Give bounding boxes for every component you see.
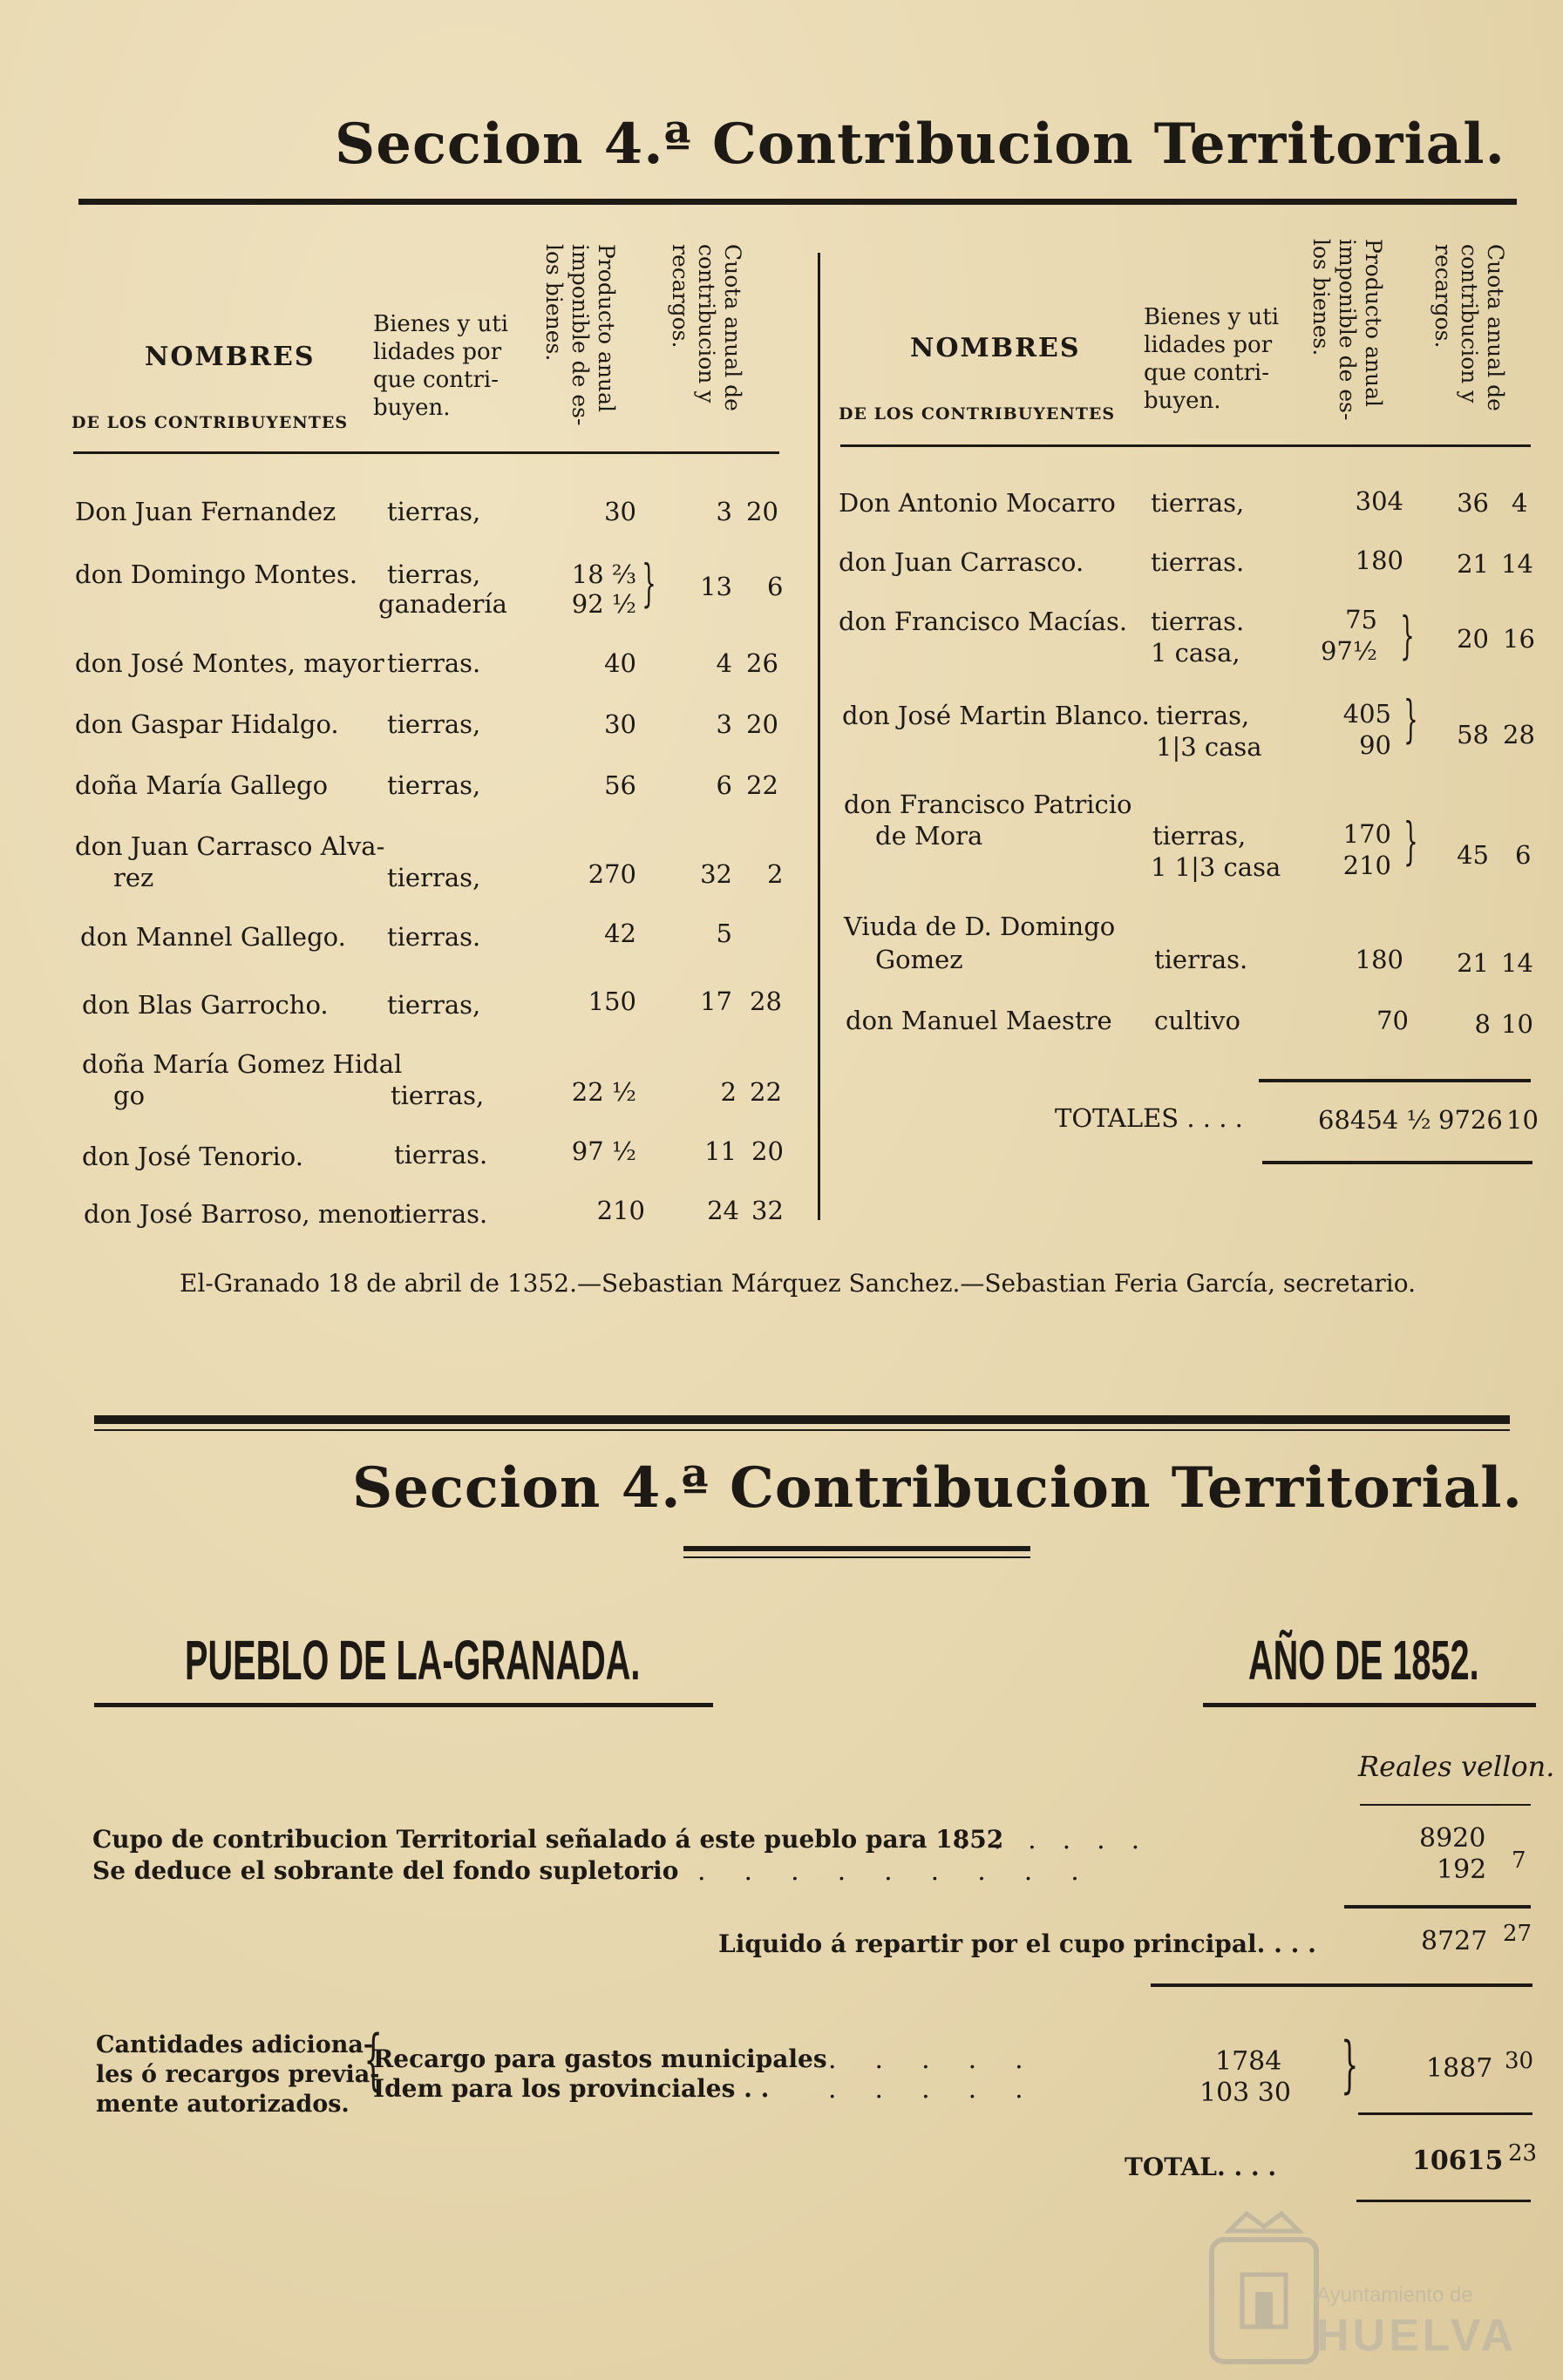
total-rule [1356,2200,1531,2202]
cuota-mrs: 32 [751,1196,784,1225]
bienes-cell: tierras, [387,497,481,526]
totals-rule-bottom [1262,1161,1532,1164]
producto-header-right: Producto anual imponible de es- los bienes. [1308,239,1386,421]
producto-cell: 42 [604,919,636,948]
producto-header: Producto anual imponible de es- los bienes. [541,244,619,426]
cuota-reales: 2 [720,1077,737,1107]
cuota-mrs: 14 [1501,948,1533,978]
coat-of-arms-icon [1203,2205,1325,2370]
cuota-mrs: 28 [750,987,782,1016]
bienes-cell: tierras, [387,990,481,1020]
recargos-mrs: 30 [1505,2048,1534,2074]
table-row: don Gaspar Hidalgo. [75,709,339,739]
names-header-sub: DE LOS CONTRIBUYENTES [71,413,349,432]
bienes-cell: tierras, [1152,821,1247,851]
producto-cell: 56 [604,770,636,800]
producto-cell: 304 [1355,486,1403,516]
table-row: Don Antonio Mocarro [839,488,1116,518]
cuota-reales: 21 [1457,948,1489,978]
section-divider [94,1415,1510,1424]
section-divider-thin [94,1429,1510,1431]
brace-icon: } [642,553,656,613]
liquido-reales: 8727 [1421,1926,1488,1956]
deduce-mrs: 7 [1512,1848,1526,1874]
cuota-mrs: 14 [1501,549,1533,579]
brace-icon: } [1403,811,1418,871]
bienes-header-right: Bienes y uti lidades por que contri- buyen. [1144,304,1280,414]
pueblo-heading: PUEBLO DE LA-GRANADA. [185,1629,641,1692]
names-header-sub-right: DE LOS CONTRIBUYENTES [839,404,1116,424]
cuota-mrs: 26 [746,648,778,678]
producto-cell: 150 [588,987,636,1016]
producto-cell: 70 [1376,1006,1409,1035]
cuota-reales: 17 [700,987,732,1016]
table-row: don Francisco Patricio [844,790,1132,819]
title-rule [78,199,1517,205]
cuota-reales: 24 [707,1196,739,1225]
producto-cell: 97 ½ [571,1136,636,1166]
header-rule-right [840,444,1531,447]
table-row: doña María Gomez Hidal [82,1049,403,1079]
bienes-cell: 1 1|3 casa [1151,852,1281,882]
brace-icon: } [1400,606,1415,665]
cuota-reales: 3 [716,709,732,739]
producto-cell: 18 ⅔ [571,559,636,589]
producto-cell: 97½ [1320,636,1377,666]
bienes-cell: tierras. [1151,547,1245,577]
cuota-mrs: 22 [746,770,778,800]
cantidades-label: Cantidades adiciona- les ó recargos previa- mente autorizados. [96,2031,380,2118]
total-mrs: 23 [1508,2140,1538,2166]
bienes-cell: tierras, [387,559,481,589]
bienes-cell: tierras. [394,1140,488,1170]
cuota-reales: 36 [1457,488,1489,518]
bienes-cell: tierras, [1151,488,1245,518]
bienes-cell: tierras, [387,863,481,892]
section2-title: Seccion 4.ª Contribucion Territorial. [352,1455,1523,1521]
cuota-reales: 6 [716,770,732,800]
cupo-leader: ...... [959,1825,1166,1855]
idem-value: 103 30 [1199,2078,1291,2108]
cuota-reales: 4 [716,648,732,678]
bienes-cell: tierras, [1156,701,1250,730]
producto-cell: 30 [604,497,636,526]
producto-cell: 405 [1342,699,1391,729]
watermark-text2: HUELVA [1316,2310,1518,2361]
table-row: don Mannel Gallego. [80,922,346,952]
producto-cell: 30 [604,709,636,739]
deduce-label: Se deduce el sobrante del fondo supletorio [92,1856,679,1885]
cuota-mrs: 4 [1512,488,1528,518]
names-header-right: NOMBRES [910,333,1081,363]
table-row: don José Montes, mayor [75,648,384,678]
cuota-mrs: 20 [746,709,778,739]
cuota-mrs: 6 [767,572,784,601]
table-row: don Blas Garrocho. [82,990,329,1020]
producto-cell: 22 ½ [571,1077,636,1107]
bienes-cell: tierras. [387,648,481,678]
bienes-cell: 1 casa, [1151,638,1240,668]
cuota-mrs: 22 [750,1077,782,1107]
liquido-label: Liquido á repartir por el cupo principal. . . . [718,1929,1316,1958]
deduce-reales: 192 [1437,1855,1487,1885]
signature-line: El-Granado 18 de abril de 1352.—Sebastian Márquez Sanchez.—Sebastian Feria García, secretario. [180,1269,1417,1298]
cuota-mrs: 2 [767,859,784,889]
deduce-leader: ......... [697,1856,1118,1887]
table-row: don José Tenorio. [82,1142,303,1171]
watermark-text1: Ayuntamiento de [1316,2283,1473,2307]
recargo-value: 1784 [1215,2046,1282,2077]
cuota-reales: 45 [1457,840,1489,870]
producto-cell: 75 [1345,605,1377,634]
bienes-cell: tierras. [387,922,481,952]
table-row: don José Martin Blanco. [842,701,1150,730]
table-row-continuation: rez [113,863,154,892]
cuota-reales: 3 [716,497,732,526]
left-brace-icon: { [364,2020,384,2098]
cupo-label: Cupo de contribucion Territorial señalado á este pueblo para 1852 [92,1825,1004,1854]
cuota-mrs: 16 [1503,624,1535,654]
ano-rule [1203,1703,1536,1707]
totales-reales: 9726 [1438,1105,1503,1135]
recargos-rule [1358,2112,1532,2115]
title-ornament [683,1546,1030,1551]
bienes-cell: tierras. [1151,607,1245,636]
bienes-cell: tierras. [394,1199,488,1229]
cuota-mrs: 28 [1503,720,1535,749]
cuota-reales: 20 [1457,624,1489,654]
table-row: Don Juan Fernandez [75,497,336,526]
currency-rule [1360,1804,1531,1806]
recargos-reales: 1887 [1426,2053,1493,2084]
producto-cell: 210 [1342,851,1391,880]
table-row: don Francisco Macías. [839,607,1128,636]
table-row-continuation: go [113,1081,146,1110]
producto-cell: 180 [1355,546,1403,575]
liquido-rule [1151,1983,1532,1987]
title-ornament-thin [683,1556,1030,1558]
currency-label: Reales vellon. [1358,1750,1555,1783]
cuota-reales: 32 [700,859,732,889]
cuota-reales: 8 [1474,1009,1491,1039]
ano-heading: AÑO DE 1852. [1248,1629,1479,1692]
bienes-cell: ganadería [378,589,507,619]
deduce-rule [1344,1905,1531,1909]
bienes-header: Bienes y uti lidades por que contri- buyen. [373,311,509,421]
totales-producto: 68454 ½ [1318,1105,1431,1135]
brace-icon: } [1403,689,1418,749]
table-row: Viuda de D. Domingo [844,912,1116,941]
cuota-reales: 13 [700,572,732,601]
producto-cell: 210 [596,1196,645,1225]
bienes-cell: tierras, [387,709,481,739]
names-header: NOMBRES [145,342,316,372]
total-label: TOTAL. . . . [1125,2153,1277,2181]
brace-icon: } [1341,2029,1359,2100]
producto-cell: 90 [1359,730,1391,760]
bienes-cell: tierras, [387,770,481,800]
cuota-header-right: Cuota anual de contribucion y recargos. [1430,244,1508,411]
bienes-cell: tierras. [1154,945,1248,974]
table-row: don Manuel Maestre [846,1006,1112,1035]
recargo-leader: ..... [828,2044,1062,2075]
liquido-mrs: 27 [1503,1921,1532,1947]
bienes-cell: cultivo [1154,1006,1240,1035]
column-divider [818,253,820,1220]
bienes-cell: tierras, [391,1081,485,1110]
cupo-value: 8920 [1419,1823,1486,1854]
table-row: don Juan Carrasco. [839,547,1084,577]
table-row-continuation: de Mora [875,821,983,851]
bienes-cell: 1|3 casa [1156,732,1262,762]
totals-rule [1259,1079,1531,1082]
producto-cell: 40 [604,648,636,678]
recargo-label: Recargo para gastos municipales [373,2044,827,2073]
idem-label: Idem para los provinciales . . [373,2074,770,2103]
cuota-reales: 5 [716,919,732,948]
cuota-mrs: 10 [1501,1009,1533,1039]
section1-title: Seccion 4.ª Contribucion Territorial. [335,112,1505,177]
cuota-mrs: 6 [1515,840,1532,870]
cuota-header: Cuota anual de contribucion y recargos. [668,244,745,411]
cuota-reales: 21 [1457,549,1489,579]
huelva-seal-logo [1203,2205,1552,2379]
idem-leader: ..... [828,2074,1062,2105]
totales-label: TOTALES . . . . [1055,1103,1243,1133]
table-row: don Domingo Montes. [75,559,358,589]
table-row: don Juan Carrasco Alva- [75,831,385,861]
producto-cell: 92 ½ [571,589,636,619]
header-rule [73,451,779,454]
cuota-mrs: 20 [751,1136,784,1166]
producto-cell: 170 [1342,819,1391,849]
totales-mrs: 10 [1506,1105,1539,1135]
table-row: doña María Gallego [75,770,329,800]
cuota-reales: 58 [1457,720,1489,749]
table-row-continuation: Gomez [875,945,963,974]
cuota-reales: 11 [704,1136,737,1166]
table-row: don José Barroso, menor [84,1199,401,1229]
cuota-mrs: 20 [746,497,778,526]
total-reales: 10615 [1412,2146,1504,2176]
pueblo-rule [94,1703,713,1707]
producto-cell: 270 [588,859,636,889]
producto-cell: 180 [1355,945,1403,974]
